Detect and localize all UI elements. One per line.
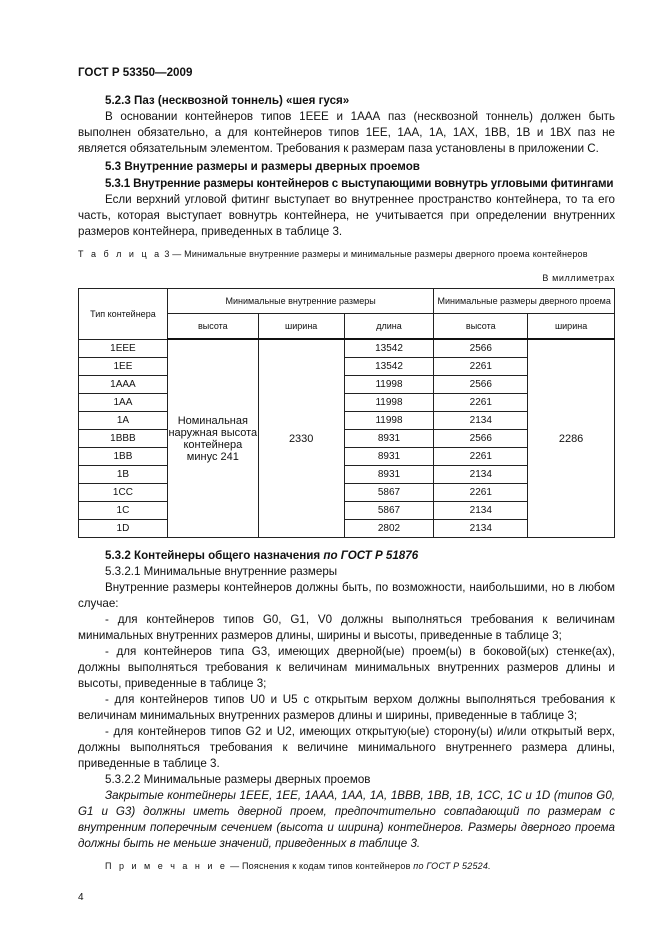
subheader-length: длина [344,314,434,340]
cell-door-height: 2566 [434,339,528,358]
section-title-text: 5.3.2 Контейнеры общего назначения [105,549,321,562]
cell-merged-height: Номинальная наружная высота контейнера минус 241 [167,339,258,538]
cell-length: 8931 [344,466,434,484]
cell-type: 1B [79,466,168,484]
cell-type: 1BB [79,448,168,466]
cell-type: 1C [79,502,168,520]
cell-type: 1D [79,520,168,538]
list-item: - для контейнеров типа G3, имеющих дверной(ые) проем(ы) в боковой(ых) стенке(ах), должны выполняться требования к величинам минимальных внутренних размеров длины и высоты, приведенные в таблице 3; [78,645,615,690]
table-caption [78,248,615,260]
table-row [79,339,615,358]
cell-merged-door-width: 2286 [528,339,615,538]
cell-type: 1EEE [79,339,168,358]
section-5-2-3 [78,93,615,157]
cell-door-height: 2134 [434,412,528,430]
cell-door-height: 2134 [434,466,528,484]
section-5-3-1 [78,176,615,240]
cell-type: 1BBB [79,430,168,448]
section-title: 5.2.3 Паз (несквозной тоннель) «шея гуся» [105,94,350,107]
paragraph: Если верхний угловой фитинг выступает во внутреннее пространство контейнера, то та его часть, которая выступает вовнутрь контейнера, не учитывается при определении внутренних размеров контейнера, приведенных в таблице 3. [78,193,615,238]
cell-door-height: 2261 [434,448,528,466]
cell-length: 5867 [344,502,434,520]
note-text: — Пояснения к кодам типов контейнеров [230,861,411,871]
subsection-title: 5.3.2.1 Минимальные внутренние размеры [105,565,338,578]
cell-length: 13542 [344,339,434,358]
header-type: Тип контейнера [79,289,168,340]
cell-door-height: 2566 [434,430,528,448]
table-units: В миллиметрах [542,273,615,283]
paragraph: В основании контейнеров типов 1ЕЕЕ и 1ААА паз (несквозной тоннель) должен быть выполнен обязательно, а для контейнеров типов 1ЕЕ, 1АА, 1А, 1АХ, 1ВВ, 1В и 1ВХ паз не является обязательным элементом. Требования к размерам паза установлены в приложении С. [78,110,615,155]
section-5-3-title: 5.3 Внутренние размеры и размеры дверных проемов [105,160,420,173]
section-title-ref: по ГОСТ Р 51876 [323,549,419,562]
cell-door-height: 2134 [434,520,528,538]
note-ref: по ГОСТ Р 52524. [413,861,491,871]
section-5-3-2 [78,548,615,852]
cell-door-height: 2134 [434,502,528,520]
header-internal: Минимальные внутренние размеры [167,289,434,314]
section-title [78,548,615,564]
cell-length: 13542 [344,358,434,376]
page-number: 4 [78,892,84,903]
section-title: 5.3.1 Внутренние размеры контейнеров с выступающими вовнутрь угловыми фитингами [105,177,614,190]
cell-type: 1EE [79,358,168,376]
cell-length: 8931 [344,430,434,448]
subheader-width: ширина [258,314,344,340]
paragraph: Закрытые контейнеры 1ЕЕЕ, 1ЕЕ, 1ААА, 1АА, 1А, 1ВВВ, 1ВВ, 1В, 1СС, 1С и 1D (типов G0, G1 и G3) должны иметь дверной проем, предпочтительно совпадающий по размерам с внутренним поперечным сечением (высота и ширина) контейнеров. Размеры дверного проема должны быть не меньше значений, приведенных в таблице 3. [78,789,615,850]
cell-type: 1AA [79,394,168,412]
cell-merged-width: 2330 [258,339,344,538]
cell-door-height: 2261 [434,394,528,412]
subsection-title: 5.3.2.2 Минимальные размеры дверных проемов [105,773,371,786]
list-item: - для контейнеров типов G0, G1, V0 должны выполняться требования к величинам минимальных внутренних размеров длины, ширины и высоты, приведенные в таблице 3; [78,613,615,642]
note [78,860,615,872]
table-label: Т а б л и ц а [78,249,162,259]
cell-type: 1A [79,412,168,430]
note-label: П р и м е ч а н и е [105,861,228,871]
cell-type: 1CC [79,484,168,502]
cell-door-height: 2566 [434,376,528,394]
cell-length: 8931 [344,448,434,466]
cell-door-height: 2261 [434,358,528,376]
doc-header: ГОСТ Р 53350—2009 [78,66,193,79]
cell-door-height: 2261 [434,484,528,502]
subheader-door-height: высота [434,314,528,340]
cell-length: 2802 [344,520,434,538]
list-item: - для контейнеров типов G2 и U2, имеющих открытую(ые) сторону(ы) и/или открытый верх, должны выполняться требования к величине минимального внутреннего размера длины, приведенные в таблице 3. [78,725,615,770]
list-item: - для контейнеров типов U0 и U5 с открытым верхом должны выполняться требования к величинам минимальных внутренних размеров длины и ширины, приведенные в таблице 3; [78,693,615,722]
cell-type: 1AAA [79,376,168,394]
subheader-door-width: ширина [528,314,615,340]
cell-length: 11998 [344,412,434,430]
table-3 [78,288,615,538]
cell-length: 11998 [344,394,434,412]
subheader-height: высота [167,314,258,340]
table-caption-text: 3 — Минимальные внутренние размеры и минимальные размеры дверного проема контейнеров [164,249,588,259]
cell-length: 5867 [344,484,434,502]
cell-length: 11998 [344,376,434,394]
page [78,0,615,926]
header-door: Минимальные размеры дверного проема [434,289,615,314]
paragraph: Внутренние размеры контейнеров должны быть, по возможности, наибольшими, но в любом случае: [78,581,615,610]
